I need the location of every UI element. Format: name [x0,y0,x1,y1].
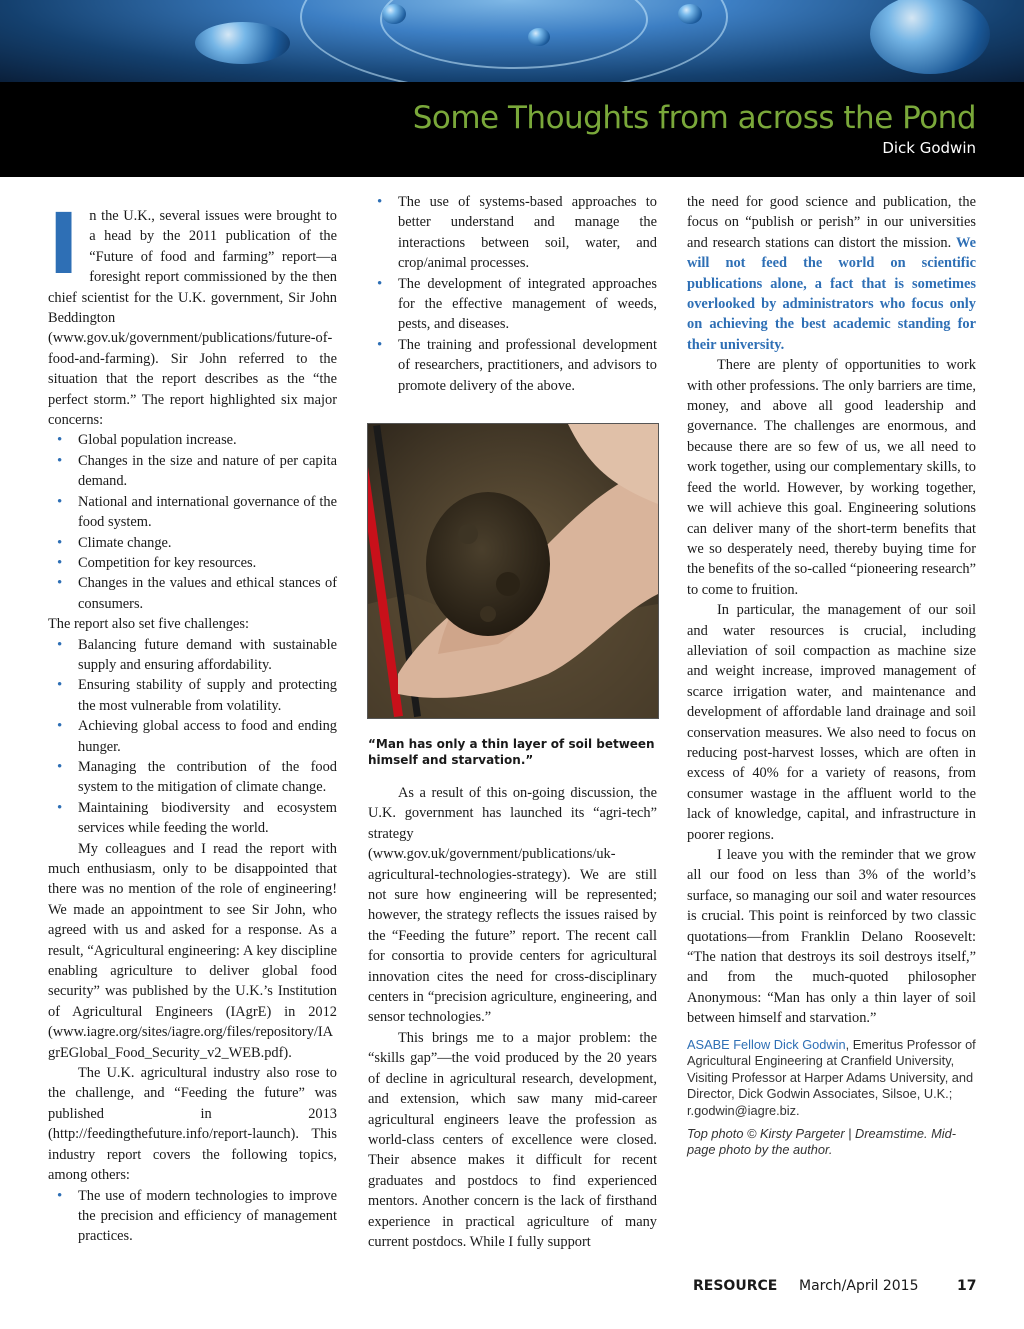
body-paragraph [687,192,976,355]
bio-text: , Emeritus Professor of Agricultural Engineering at Cranfield University, Visiting Professor at Harper Adams University, and Director, Dick Godwin Associates, Silsoe, U.K.; r.godwin@iagre.biz. [687,1036,976,1119]
article-author: Dick Godwin [882,139,976,157]
list-item: • Global population increase. [48,430,337,450]
soil-photo [367,423,659,719]
body-paragraph: This brings me to a major problem: the “skills gap”—the void produced by the 20 years of decline in agricultural research, development, and extension, which saw many mid-career agricultural engineers leave the profession as world-class centers of excellence were closed. Their absence makes it difficult for recent graduates and postdocs to find experienced mentors. Another concern is the lack of firsthand experience in practical agriculture of many current postdocs. While I fully support [368,1029,657,1250]
list-item: • The use of modern technologies to improve the precision and efficiency of management practices. [48,1186,337,1247]
water-drop [195,22,290,64]
concerns-list [48,430,337,614]
topics-list-continued [368,192,657,396]
column-2-top [368,192,657,396]
list-item: • Changes in the size and nature of per capita demand. [48,451,337,492]
list-item: • Climate change. [48,533,337,553]
challenges-list [48,635,337,839]
intro-paragraph [48,195,337,430]
column-1 [48,195,337,1247]
water-drop [678,4,702,24]
list-item: • Ensuring stability of supply and protecting the most vulnerable from volatility. [48,675,337,716]
list-item: • The use of systems-based approaches to better understand and manage the interactions between soil, water, and crop/animal processes. [368,192,657,274]
body-paragraph: As a result of this on-going discussion, the U.K. government has launched its “agri-tech” strategy (www.gov.uk/government/publications/uk-agricultural-technologies-strategy). We are still not sure how engineering will be represented; however, the strategy reflects the issues raised by the “Feeding the future” report. The recent call for consortia to provide centers for agricultural innovation cites the need for cross-disciplinary centers in “precision agriculture, engineering, and sensor technologies.” [368,785,657,1026]
column-3 [687,192,976,1159]
intro-text: n the U.K., several issues were brought to a head by the 2011 publication of the “Future of food and farming” report—a foresight report commissioned by the then chief scientist for the U.K. government, Sir John Beddington (www.gov.uk/government/publications/future-of-food-and-farming). Sir John referred to the situation that the report describes as the “the perfect storm.” The report highlighted six major concerns: [48,208,337,429]
top-banner-photo [0,0,1024,82]
body-paragraph: The U.K. agricultural industry also rose to the challenge, and “Feeding the future” was published in 2013 (http://feedingthefuture.info/report-launch). This industry report covers the following topics, among others: [48,1065,337,1184]
author-bio [687,1037,976,1120]
footer-magazine: RESOURCE [693,1278,778,1294]
list-item: • Achieving global access to food and ending hunger. [48,716,337,757]
challenges-intro: The report also set five challenges: [48,616,249,633]
body-text: the need for good science and publication, the focus on “publish or perish” in our universities and research stations can distort the mission. [687,194,976,251]
list-item: • Maintaining biodiversity and ecosystem services while feeding the world. [48,798,337,839]
topics-list [48,1186,337,1247]
column-2-bottom [368,783,657,1252]
article-title: Some Thoughts from across the Pond [412,100,976,136]
list-item: • The development of integrated approaches for the effective management of weeds, pests, and diseases. [368,274,657,335]
water-drop [870,0,990,74]
list-item: • The training and professional development of researchers, practitioners, and advisors to promote delivery of the above. [368,335,657,396]
soil-in-hand-image [368,424,658,718]
bio-name: ASABE Fellow Dick Godwin [687,1036,846,1052]
body-paragraph: In particular, the management of our soil and water resources is crucial, including alleviation of soil compaction as machine size and weight increase, improved management of scarce irrigation water, and maintenance and development of affordable land drainage and soil conservation measures. We also need to focus on reducing post-harvest losses, which are often in excess of 40% for a variety of reasons, from consumer wastage in the affluent world to the lack of knowledge, capital, and infrastructure in poorer regions. [687,602,976,843]
photo-credit: Top photo © Kirsty Pargeter | Dreamstime. Mid-page photo by the author. [687,1125,957,1158]
body-paragraph: I leave you with the reminder that we grow all our food on less than 3% of the world’s surface, so managing our soil and water resources is crucial. This point is reinforced by two classic quotations—from Franklin Delano Roosevelt: “The nation that destroys its soil destroys itself,” and from the much-quoted philosopher Anonymous: “Man has only a thin layer of soil between himself and starvation.” [687,847,976,1027]
water-drop [528,28,550,46]
list-item: • Balancing future demand with sustainable supply and ensuring affordability. [48,635,337,676]
footer-issue: March/April 2015 [799,1278,919,1294]
body-paragraph: There are plenty of opportunities to work with other professions. The only barriers are time, money, and above all good leadership and governance. The challenges are enormous, and because there are so few of us, we all need to work together, using our complementary skills, to feed the world. However, by working together, we will achieve this goal. Engineering solutions can deliver many of the short-term benefits that we so desperately need, thereby buying time for the benefits of the so-called “pioneering research” to come to fruition. [687,357,976,598]
title-bar [0,82,1024,177]
footer-page-number: 17 [957,1278,977,1294]
list-item: • Changes in the values and ethical stances of consumers. [48,573,337,614]
list-item: • National and international governance of the food system. [48,492,337,533]
list-item: • Competition for key resources. [48,553,337,573]
photo-caption: “Man has only a thin layer of soil between himself and starvation.” [368,737,655,767]
body-paragraph: My colleagues and I read the report with much enthusiasm, only to be disappointed that there was no mention of the role of engineering! We made an appointment to see Sir John, who agreed with us and asked for a response. As a result, “Agricultural engineering: A key discipline enabling agriculture to deliver global food security” was published by the U.K.’s Institution of Agricultural Engineers (IAgrE) in 2012 (www.iagre.org/sites/iagre.org/files/repository/IAgrEGlobal_Food_Security_v2_WEB.pdf). [48,840,337,1061]
highlighted-text: We will not feed the world on scientific publications alone, a fact that is sometimes overlooked by administrators who focus only on achieving the best academic standing for their university. [687,234,976,353]
water-drop [382,4,406,24]
drop-cap: I [48,195,80,293]
list-item: • Managing the contribution of the food system to the mitigation of climate change. [48,757,337,798]
